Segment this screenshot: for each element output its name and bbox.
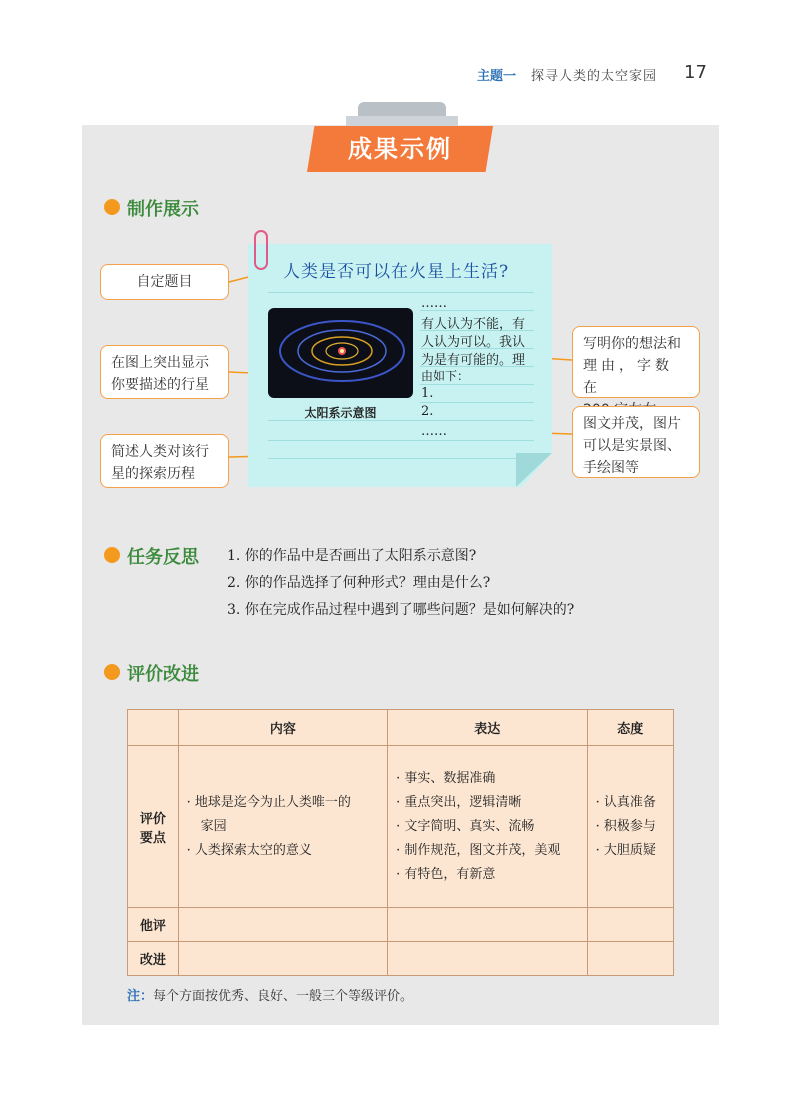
- solar-orbits-icon: [268, 308, 413, 398]
- attitude-cell: [587, 746, 673, 908]
- callout-text-line: 简述人类对该行: [111, 444, 209, 460]
- list-item: · 地球是迄今为止人类唯一的: [186, 794, 351, 810]
- section-title-reflect: 任务反思: [127, 547, 199, 568]
- callout-text-line: 在图上突出显示: [111, 355, 209, 371]
- note-label: 注：: [127, 989, 154, 1004]
- callout-text-line: 星的探索历程: [111, 466, 195, 482]
- empty-cell[interactable]: [587, 942, 673, 976]
- list-item: · 积极参与: [595, 818, 656, 834]
- list-item: · 认真准备: [595, 794, 656, 810]
- card-text-line: 1.: [421, 386, 434, 401]
- row-label-text: 要点: [139, 830, 166, 846]
- card-text-line: 为是有可能的。理: [421, 353, 526, 368]
- list-item: · 制作规范，图文并茂，美观: [396, 842, 561, 858]
- list-item: · 有特色，有新意: [396, 866, 496, 882]
- list-item: · 人类探索太空的意义: [186, 842, 312, 858]
- callout-text-line: 图文并茂，图片: [583, 416, 681, 432]
- row-label-points: [128, 746, 179, 908]
- list-item: · 大胆质疑: [595, 842, 656, 858]
- card-text-line: 有人认为不能，有: [421, 317, 526, 332]
- callout-text-line: 可以是实景图、: [583, 438, 681, 454]
- callout-opinion: [572, 326, 700, 398]
- table-header-content: 内容: [178, 710, 387, 746]
- row-label-peer: 他评: [128, 908, 179, 942]
- solar-system-image: [268, 308, 413, 398]
- callout-text-line: 理由，字数在: [583, 358, 673, 396]
- table-row: [128, 746, 674, 908]
- table-row: [128, 908, 674, 942]
- table-header-row: [128, 710, 674, 746]
- section-title-make: 制作展示: [127, 199, 199, 220]
- list-item: · 文字简明、真实、流畅: [396, 818, 535, 834]
- card-text-line: 由如下：: [421, 369, 470, 383]
- table-header-attitude: 态度: [587, 710, 673, 746]
- card-ruled-line: [268, 458, 518, 459]
- empty-cell[interactable]: [587, 908, 673, 942]
- header-title: 探寻人类的太空家园: [531, 69, 658, 84]
- card-ruled-line: [268, 292, 534, 293]
- callout-exploration-history: [100, 434, 229, 488]
- row-label-improve: 改进: [128, 942, 179, 976]
- card-text-line: ……: [421, 296, 447, 311]
- card-ruled-line: [420, 402, 534, 403]
- callout-image-text: [572, 406, 700, 478]
- section-bullet-icon: [104, 547, 120, 563]
- card-ruled-line: [268, 440, 534, 441]
- empty-cell[interactable]: [388, 942, 588, 976]
- card-title: 人类是否可以在火星上生活?: [283, 262, 510, 282]
- note-text: 每个方面按优秀、良好、一般三个等级评价。: [153, 989, 414, 1004]
- list-item: · 重点突出，逻辑清晰: [396, 794, 522, 810]
- table-corner-cell: [128, 710, 179, 746]
- table-header-expression: 表达: [388, 710, 588, 746]
- table-note: [127, 985, 413, 1004]
- callout-text-line: 你要描述的行星: [111, 377, 209, 393]
- callout-custom-title: [100, 264, 229, 300]
- page-number: 17: [684, 62, 707, 83]
- paperclip-icon: [254, 230, 268, 270]
- question-item: 2. 你的作品选择了何种形式？理由是什么?: [227, 575, 491, 591]
- empty-cell[interactable]: [178, 908, 387, 942]
- list-item: 家园: [200, 818, 227, 834]
- section-bullet-icon: [104, 664, 120, 680]
- question-item: 3. 你在完成作品过程中遇到了哪些问题？是如何解决的?: [227, 602, 575, 618]
- expression-cell: [388, 746, 588, 908]
- card-text-line: ……: [421, 424, 447, 439]
- empty-cell[interactable]: [178, 942, 387, 976]
- empty-cell[interactable]: [388, 908, 588, 942]
- list-item: · 事实、数据准确: [396, 770, 496, 786]
- card-ruled-line: [420, 384, 534, 385]
- evaluation-table: [127, 709, 674, 976]
- question-item: 1. 你的作品中是否画出了太阳系示意图?: [227, 548, 477, 564]
- row-label-text: 评价: [139, 811, 166, 827]
- card-text-line: 2.: [421, 404, 434, 419]
- callout-text-line: 写明你的想法和: [583, 336, 681, 352]
- card-text-line: 人认为可以。我认: [421, 335, 526, 350]
- image-caption: 太阳系示意图: [304, 406, 377, 420]
- header-theme: 主题一: [477, 69, 517, 84]
- banner-title: 成果示例: [348, 134, 452, 163]
- callout-text-line: 手绘图等: [583, 460, 639, 476]
- content-cell: [178, 746, 387, 908]
- table-row: [128, 942, 674, 976]
- callout-custom-title-text: 自定题目: [136, 274, 193, 290]
- section-title-evaluate: 评价改进: [127, 664, 199, 685]
- callout-highlight-planet: [100, 345, 229, 399]
